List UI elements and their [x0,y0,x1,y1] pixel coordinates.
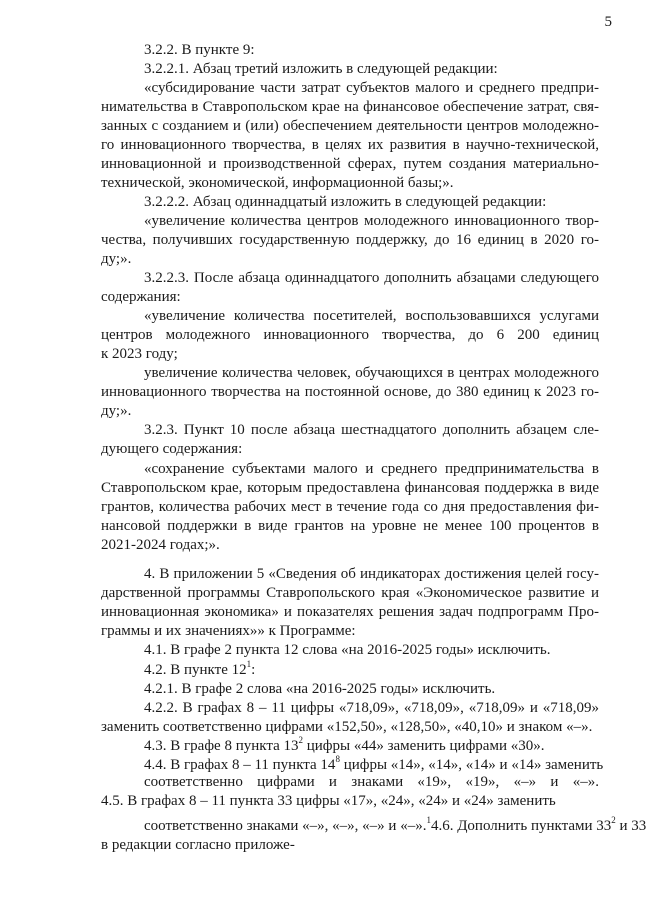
paragraph-line: дарственной программы Ставропольского края «Экономическое развитие и [101,585,599,601]
paragraph-line: в редакции согласно приложе- [101,837,295,853]
paragraph-line: соответственно знаками «–», «–», «–» и «–».$^1$4.6. Дополнить пунктами $33^2$ и 33 [144,815,646,834]
paragraph-line: го инновационного творчества, в целях их развития в научно-технической, [101,137,599,153]
paragraph-line: 3.2.3. Пункт 10 после абзаца шестнадцатого дополнить абзацем сле- [144,422,599,438]
paragraph-line: заменить соответственно цифрами «152,50», «128,50», «40,10» и знаком «–». [101,719,593,735]
superscript: 1 [426,815,431,825]
paragraph-line: инновационного творчества на постоянной основе, до 380 единиц к 2023 го- [101,384,599,400]
paragraph-line: нансовой поддержки в виде грантов на уровне не менее 100 процентов в [101,518,599,534]
paragraph-line: 3.2.2.1. Абзац третий изложить в следующей редакции: [144,61,498,77]
paragraph-line: ду;». [101,403,132,419]
paragraph-line: ду;». [101,251,132,267]
paragraph-line: технической, экономической, информационной базы;». [101,175,454,191]
paragraph-line: чества, получивших государственную поддержку, до 16 единиц в 2020 го- [101,232,599,248]
page-number: 5 [604,14,612,30]
paragraph-line: 4.2. В пункте $12^1$: [144,659,256,678]
paragraph-line: «увеличение количества посетителей, воспользовавшихся услугами [144,308,599,324]
paragraph-line: 4. В приложении 5 «Сведения об индикаторах достижения целей госу- [144,566,599,582]
paragraph-line: Ставропольском крае, которым предоставлена финансовая поддержка в виде [101,480,599,496]
paragraph-line: «субсидирование части затрат субъектов малого и среднего предпри- [144,80,599,96]
paragraph-line: 4.4. В графах 8 – 11 пункта $14^8$ цифры «14», «14», «14» и «14» заменить [144,754,604,773]
paragraph-line: к 2023 году; [101,346,178,362]
superscript: 2 [298,735,303,745]
paragraph-line: 3.2.2. В пункте 9: [144,42,255,58]
paragraph-line: грантов, количества рабочих мест в течение года со дня предоставления фи- [101,499,599,515]
paragraph-line: инновационной и производственной сферах, путем создания материально- [101,156,599,172]
paragraph-line: 4.5. В графах 8 – 11 пункта 33 цифры «17», «24», «24» и «24» заменить [101,793,556,809]
paragraph-line: увеличение количества человек, обучающихся в центрах молодежного [144,365,599,381]
paragraph-line: содержания: [101,289,181,305]
paragraph-line: «сохранение субъектами малого и среднего предпринимательства в [144,461,599,477]
paragraph-line: 4.3. В графе 8 пункта $13^2$ цифры «44» заменить цифрами «30». [144,735,545,754]
superscript: 2 [611,815,616,825]
paragraph-line: граммы и их значениях»» к Программе: [101,623,356,639]
paragraph-line: 4.1. В графе 2 пункта 12 слова «на 2016-2025 годы» исключить. [144,642,551,658]
paragraph-line: центров молодежного инновационного творчества, до 6 200 единиц [101,327,599,343]
paragraph-line: 3.2.2.3. После абзаца одиннадцатого дополнить абзацами следующего [144,270,599,286]
paragraph-line: нимательства в Ставропольском крае на финансовое обеспечение затрат, свя- [101,99,599,115]
paragraph-line: дующего содержания: [101,441,243,457]
paragraph-line: «увеличение количества центров молодежного инновационного твор- [144,213,599,229]
superscript: 1 [246,659,252,669]
paragraph-line: 4.2.2. В графах 8 – 11 цифры «718,09», «718,09», «718,09» и «718,09» [144,700,599,716]
paragraph-line: 2021-2024 годах;». [101,537,220,553]
superscript: 8 [335,754,340,764]
paragraph-line: занных с созданием и (или) обеспечением деятельности центров молодежно- [101,118,599,134]
paragraph-line: 4.2.1. В графе 2 слова «на 2016-2025 годы» исключить. [144,681,496,697]
paragraph-line: 3.2.2.2. Абзац одиннадцатый изложить в следующей редакции: [144,194,547,210]
paragraph-line: инновационная экономика» и показателях решения задач подпрограмм Про- [101,604,599,620]
paragraph-line: соответственно цифрами и знаками «19», «19», «–» и «–». [144,774,599,790]
